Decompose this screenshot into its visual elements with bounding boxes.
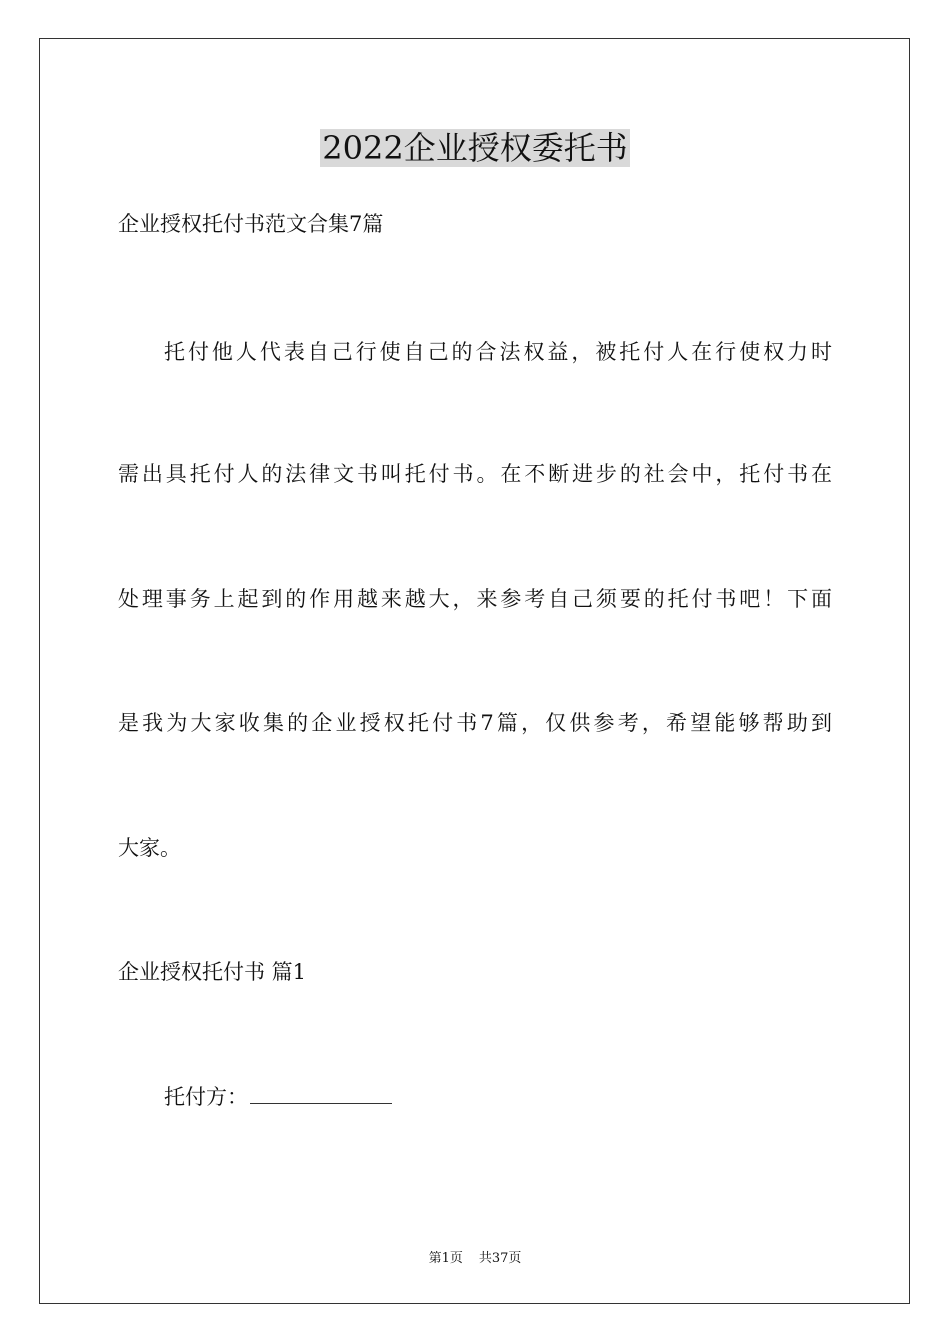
document-title-wrap <box>0 126 950 170</box>
paragraph-line: 大家。 <box>118 836 181 860</box>
page-footer <box>0 1247 950 1266</box>
blank-underline[interactable] <box>250 1083 392 1104</box>
section-heading: 企业授权托付书 篇1 <box>118 960 307 984</box>
paragraph-line: 托付他人代表自己行使自己的合法权益，被托付人在行使权力时 <box>164 340 832 364</box>
field-label: 托付方： <box>164 1085 248 1109</box>
document-title: 2022企业授权委托书 <box>322 129 628 167</box>
page-number: 第1页 <box>428 1251 463 1266</box>
subtitle: 企业授权托付书范文合集7篇 <box>118 212 384 236</box>
paragraph-line: 需出具托付人的法律文书叫托付书。在不断进步的社会中，托付书在 <box>118 462 832 486</box>
paragraph-line: 处理事务上起到的作用越来越大，来参考自己须要的托付书吧！下面 <box>118 587 832 611</box>
field-row <box>164 1083 392 1111</box>
paragraph-line: 是我为大家收集的企业授权托付书7篇，仅供参考，希望能够帮助到 <box>118 711 832 735</box>
total-pages: 共37页 <box>478 1251 522 1266</box>
